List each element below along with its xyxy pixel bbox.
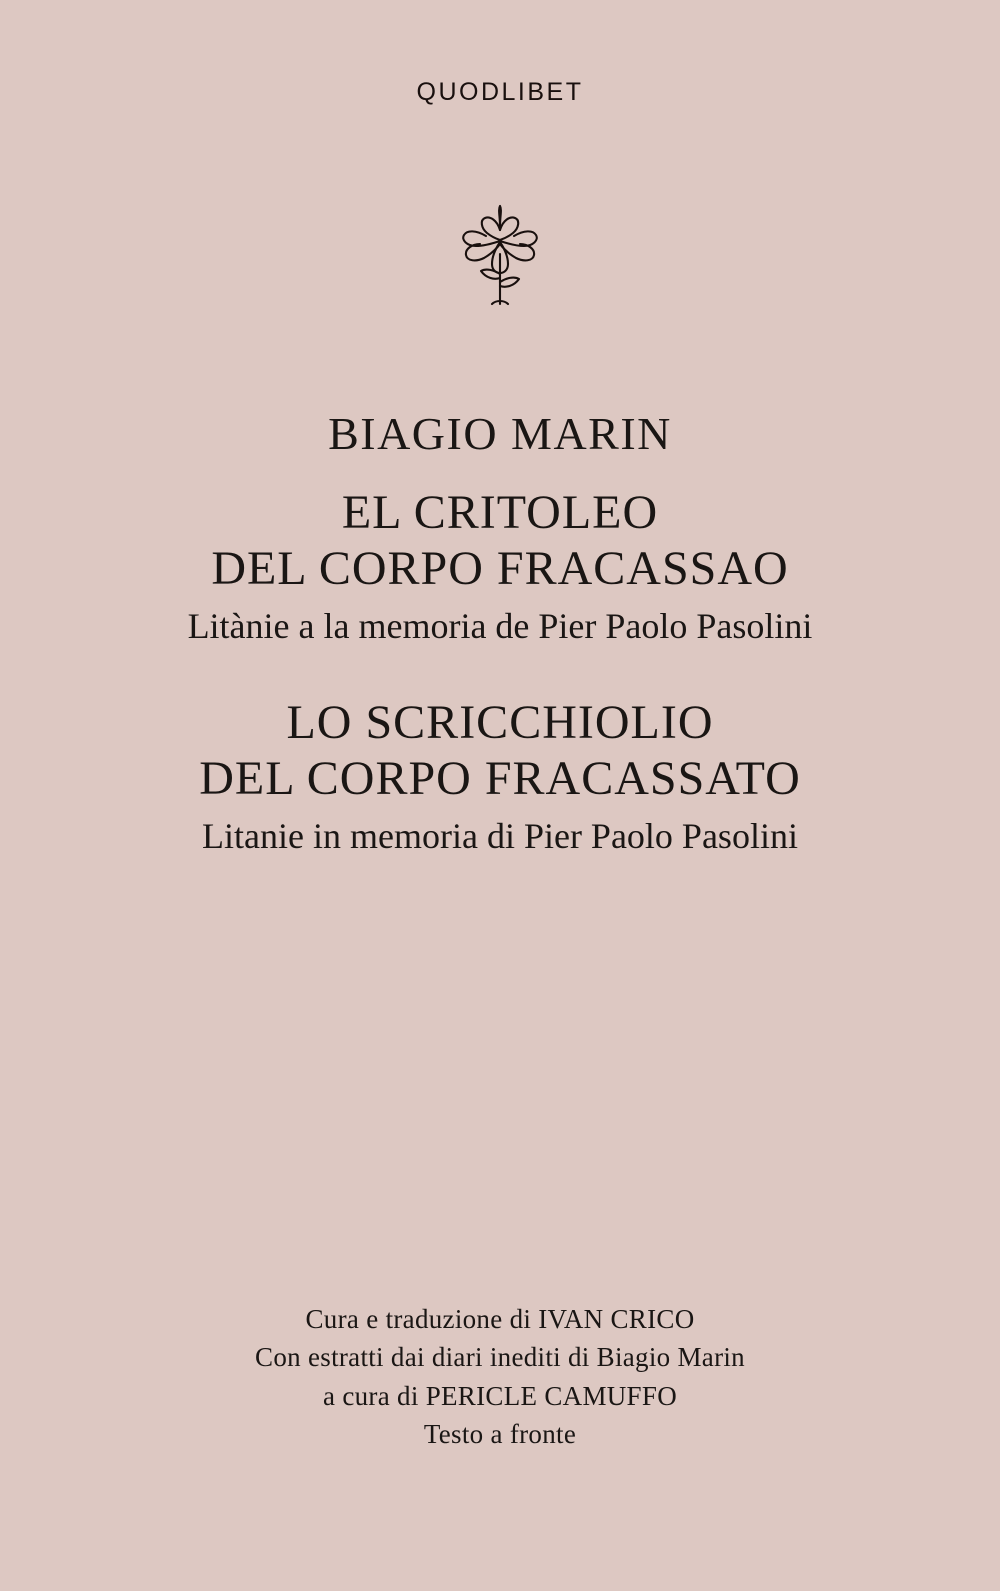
credits-block xyxy=(0,1300,1000,1453)
credit-line: a cura di PERICLE CAMUFFO xyxy=(323,1380,677,1411)
original-title-line-2: DEL CORPO FRACASSAO xyxy=(211,542,789,596)
publisher-logo xyxy=(0,196,1000,321)
original-subtitle: Litànie a la memoria de Pier Paolo Pasolini xyxy=(187,605,813,646)
credit-line: Testo a fronte xyxy=(423,1418,577,1449)
publisher-name: QUODLIBET xyxy=(416,78,584,106)
author-name: BIAGIO MARIN xyxy=(328,408,672,459)
title-block xyxy=(0,405,1000,859)
translation-title-line-2: DEL CORPO FRACASSATO xyxy=(199,752,801,806)
original-title xyxy=(0,485,1000,598)
original-title-line-1: EL CRITOLEO xyxy=(341,485,659,539)
credit-line: Con estratti dai diari inediti di Biagio Marin xyxy=(255,1342,745,1373)
flower-ornament-icon xyxy=(440,196,560,321)
translation-subtitle: Litanie in memoria di Pier Paolo Pasolini xyxy=(202,816,798,856)
translation-title xyxy=(0,695,1000,808)
credit-line: Cura e traduzione di IVAN CRICO xyxy=(305,1304,695,1334)
translation-title-line-1: LO SCRICCHIOLIO xyxy=(286,695,714,749)
translation-title-group xyxy=(0,695,1000,859)
